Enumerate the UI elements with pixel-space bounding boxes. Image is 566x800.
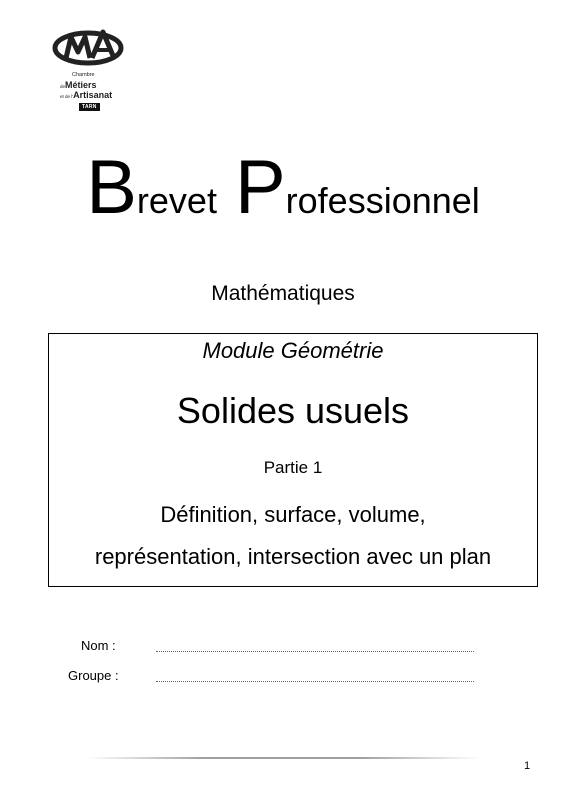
logo-artisanat-text: et de l'Artisanat <box>60 90 113 100</box>
logo-chambre-text: Chambre <box>72 72 95 78</box>
description-line-2: représentation, intersection avec un plan <box>94 544 492 569</box>
cma-logo <box>50 28 130 118</box>
title-initial-b: B <box>86 145 137 230</box>
nom-label: Nom : <box>81 638 116 653</box>
module-box <box>48 333 538 587</box>
title-word2-rest: rofessionnel <box>285 180 480 221</box>
groupe-field[interactable] <box>156 681 474 682</box>
title-initial-p: P <box>234 145 286 230</box>
subject-heading: Mathématiques <box>211 282 355 305</box>
document-title <box>0 145 566 241</box>
nom-field[interactable] <box>156 651 474 652</box>
logo-metiers-text: deMétiers <box>60 80 97 90</box>
part-label: Partie 1 <box>263 458 323 477</box>
page-number: 1 <box>524 760 531 772</box>
title-word1-rest: revet <box>136 180 217 221</box>
groupe-label: Groupe : <box>68 668 119 683</box>
chapter-title: Solides usuels <box>176 390 410 431</box>
logo-badge-tarn: TARN <box>79 103 100 111</box>
description-line-1: Définition, surface, volume, <box>160 502 426 527</box>
footer-divider <box>86 757 480 759</box>
module-name: Module Géométrie <box>202 338 384 363</box>
cma-emblem-icon <box>52 28 126 70</box>
